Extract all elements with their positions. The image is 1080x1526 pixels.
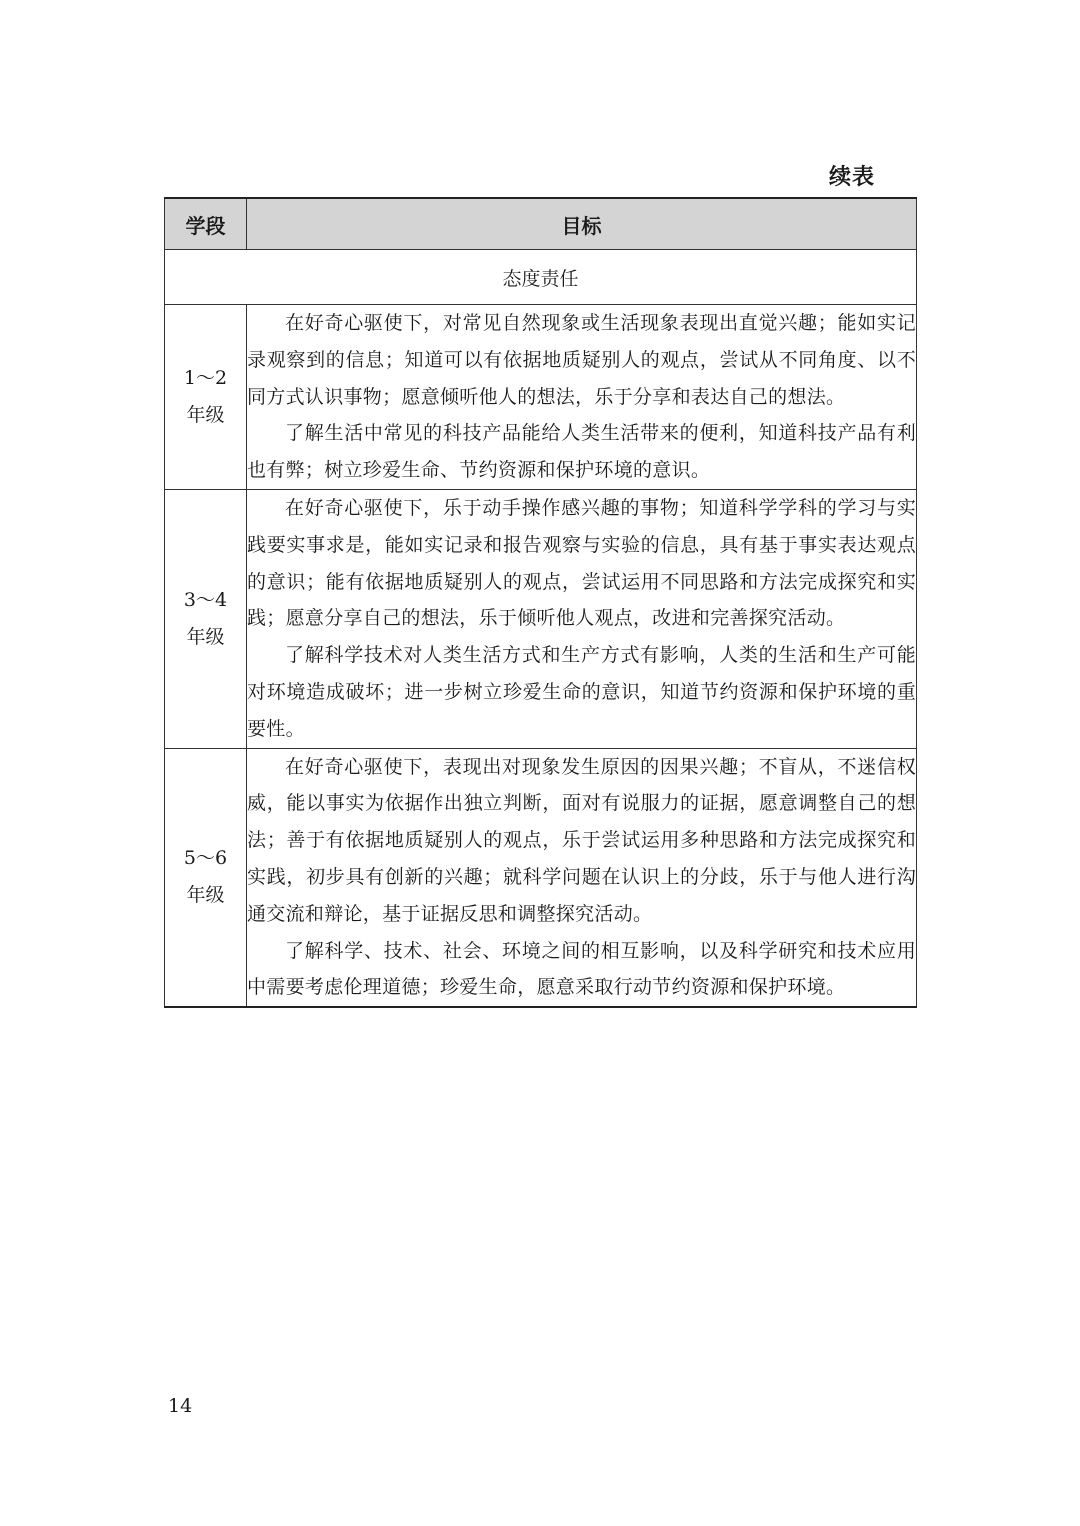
goal-paragraph: 在好奇心驱使下，表现出对现象发生原因的因果兴趣；不盲从，不迷信权威，能以事实为依据作出独立判断，面对有说服力的证据，愿意调整自己的想法；善于有依据地质疑别人的观点，乐于尝试运用多种思路和方法完成探究和实践，初步具有创新的兴趣；就科学问题在认识上的分歧，乐于与他人进行沟通交流和辩论，基于证据反思和调整探究活动。 [247,755,916,925]
goal-paragraph: 了解科学、技术、社会、环境之间的相互影响，以及科学研究和技术应用中需要考虑伦理道德；珍爱生命，愿意采取行动节约资源和保护环境。 [247,939,916,999]
table-row [165,748,917,1007]
section-row [165,250,917,305]
page-number: 14 [168,1395,193,1417]
goal-paragraph: 了解科学技术对人类生活方式和生产方式有影响，人类的生活和生产可能对环境造成破坏；进一步树立珍爱生命的意识，知道节约资源和保护环境的重要性。 [247,644,916,740]
goal-paragraph: 在好奇心驱使下，乐于动手操作感兴趣的事物；知道科学学科的学习与实践要实事求是，能如实记录和报告观察与实验的信息，具有基于事实表达观点的意识；能有依据地质疑别人的观点，尝试运用不同思路和方法完成探究和实践；愿意分享自己的想法，乐于倾听他人观点，改进和完善探究活动。 [247,496,916,630]
continued-table-label: 续表 [828,165,875,190]
goal-cell [247,748,917,1007]
grade-unit: 年级 [186,884,225,907]
grade-cell [165,489,247,748]
section-title: 态度责任 [165,250,917,305]
goal-cell [247,489,917,748]
grade-cell [165,748,247,1007]
header-goal: 目标 [247,198,917,250]
grade-cell [165,305,247,490]
goal-paragraph: 了解生活中常见的科技产品能给人类生活带来的便利，知道科技产品有利也有弊；树立珍爱生命、节约资源和保护环境的意识。 [247,422,916,482]
table-row [165,305,917,490]
goals-table [164,197,917,1008]
table-row [165,489,917,748]
table-header-row [165,198,917,250]
grade-unit: 年级 [186,403,225,426]
grade-range: 1～2 [183,366,228,389]
grade-unit: 年级 [186,625,225,648]
grade-range: 5～6 [183,847,228,870]
grade-range: 3～4 [183,588,228,611]
goal-paragraph: 在好奇心驱使下，对常见自然现象或生活现象表现出直觉兴趣；能如实记录观察到的信息；知道可以有依据地质疑别人的观点，尝试从不同角度、以不同方式认识事物；愿意倾听他人的想法，乐于分享和表达自己的想法。 [247,312,916,408]
goal-cell [247,305,917,490]
header-stage: 学段 [165,198,247,250]
